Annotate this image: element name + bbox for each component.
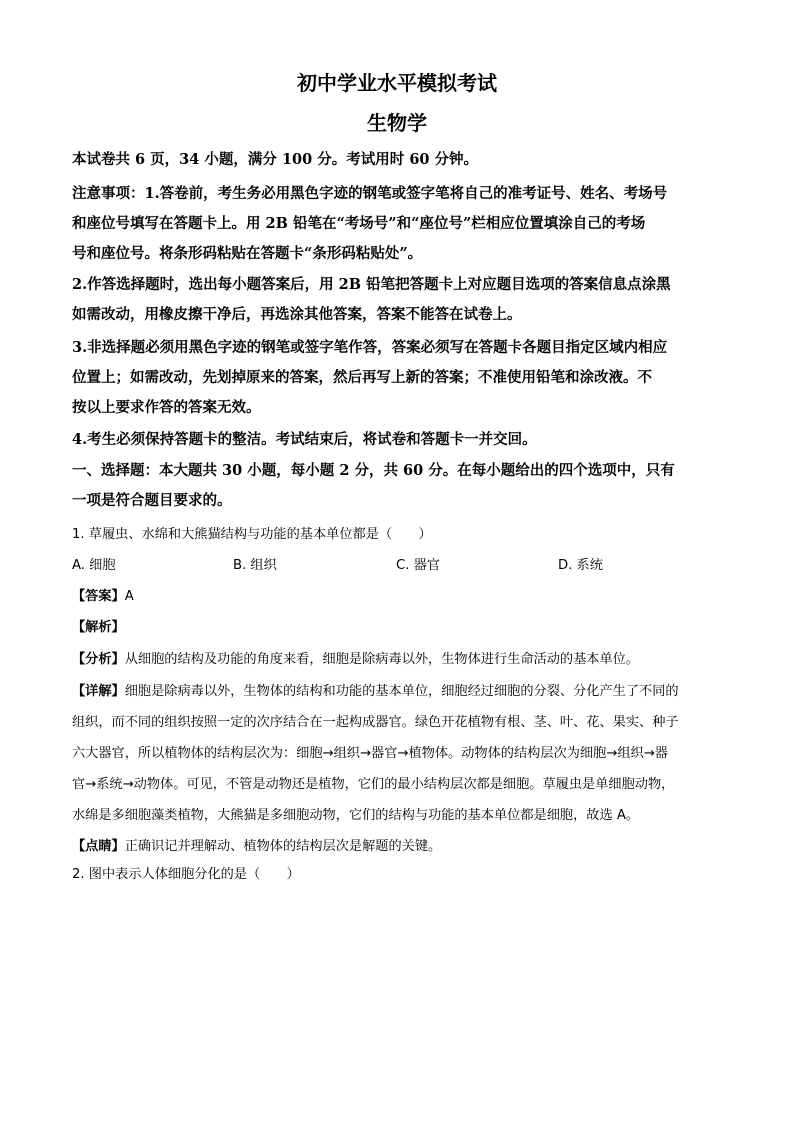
question-1-xiangjie-3: 六大器官，所以植物体的结构层次为：细胞→组织→器官→植物体。动物体的结构层次为细胞→组织→器 bbox=[72, 746, 668, 761]
notes-label: 注意事项： bbox=[72, 185, 145, 202]
notes-line-1 bbox=[72, 184, 732, 204]
answer-tag: 【答案】 bbox=[72, 589, 125, 604]
exam-summary: 本试卷共 6 页，34 小题，满分 100 分。考试用时 60 分钟。 bbox=[72, 151, 479, 168]
section-1-heading-2: 一项是符合题目要求的。 bbox=[72, 492, 232, 509]
note-3-text-3: 按以上要求作答的答案无效。 bbox=[72, 399, 261, 416]
note-4-text: 4.考生必须保持答题卡的整洁。考试结束后，将试卷和答题卡一并交回。 bbox=[72, 431, 537, 448]
question-1-xiangjie-5: 水绵是多细胞藻类植物，大熊猫是多细胞动物，它们的结构与功能的基本单位都是细胞，故选 A。 bbox=[72, 808, 640, 823]
fenxi-tag: 【分析】 bbox=[72, 652, 125, 667]
note-1-text-2: 和座位号填写在答题卡上。用 2B 铅笔在“考场号”和“座位号”栏相应位置填涂自己的考场 bbox=[72, 215, 646, 232]
question-1-option-b: B. 组织 bbox=[233, 558, 277, 573]
note-2-text-1: 2.作答选择题时，选出每小题答案后，用 2B 铅笔把答题卡上对应题目选项的答案信息点涂黑 bbox=[72, 276, 671, 293]
question-1-xiangjie-2: 组织，而不同的组织按照一定的次序结合在一起构成器官。绿色开花植物有根、茎、叶、花、果实、种子 bbox=[72, 715, 679, 730]
answer-value: A bbox=[124, 589, 134, 604]
jiexi-tag: 【解析】 bbox=[72, 620, 125, 635]
section-1-heading-1: 一、选择题：本大题共 30 小题，每小题 2 分，共 60 分。在每小题给出的四个选项中，只有 bbox=[72, 462, 675, 479]
note-1-text-3: 号和座位号。将条形码粘贴在答题卡“条形码粘贴处”。 bbox=[72, 245, 423, 262]
question-1-option-c: C. 器官 bbox=[396, 558, 440, 573]
question-1-dianjing bbox=[72, 837, 732, 857]
fenxi-text: 从细胞的结构及功能的角度来看，细胞是除病毒以外，生物体进行生命活动的基本单位。 bbox=[124, 652, 640, 667]
question-1-answer bbox=[72, 587, 732, 607]
question-1-xiangjie-4: 官→系统→动物体。可见，不管是动物还是植物，它们的最小结构层次都是细胞。草履虫是单细胞动物， bbox=[72, 777, 675, 792]
question-2-stem: 2. 图中表示人体细胞分化的是（ ） bbox=[72, 867, 300, 882]
question-1-option-a: A. 细胞 bbox=[72, 558, 116, 573]
question-1-fenxi bbox=[72, 650, 732, 670]
exam-subject: 生物学 bbox=[367, 111, 427, 135]
exam-title: 初中学业水平模拟考试 bbox=[297, 71, 497, 95]
note-1-text-1: 1.答卷前，考生务必用黑色字迹的钢笔或签字笔将自己的准考证号、姓名、考场号 bbox=[144, 185, 668, 202]
xiangjie-text-1: 细胞是除病毒以外，生物体的结构和功能的基本单位，细胞经过细胞的分裂、分化产生了不同的 bbox=[124, 684, 679, 699]
note-3-text-1: 3.非选择题必须用黑色字迹的钢笔或签字笔作答，答案必须写在答题卡各题目指定区域内相应 bbox=[72, 339, 668, 356]
note-2-text-2: 如需改动，用橡皮擦干净后，再选涂其他答案，答案不能答在试卷上。 bbox=[72, 306, 522, 323]
xiangjie-tag: 【详解】 bbox=[72, 684, 125, 699]
question-1-option-d: D. 系统 bbox=[558, 558, 603, 573]
question-1-jiexi-tag bbox=[72, 618, 732, 638]
dianjing-text: 正确识记并理解动、植物体的结构层次是解题的关键。 bbox=[124, 839, 442, 854]
note-3-text-2: 位置上；如需改动，先划掉原来的答案，然后再写上新的答案；不准使用铅笔和涂改液。不 bbox=[72, 369, 652, 386]
question-1-stem: 1. 草履虫、水绵和大熊猫结构与功能的基本单位都是（ ） bbox=[72, 527, 432, 542]
question-1-xiangjie-1 bbox=[72, 682, 732, 702]
dianjing-tag: 【点睛】 bbox=[72, 839, 125, 854]
